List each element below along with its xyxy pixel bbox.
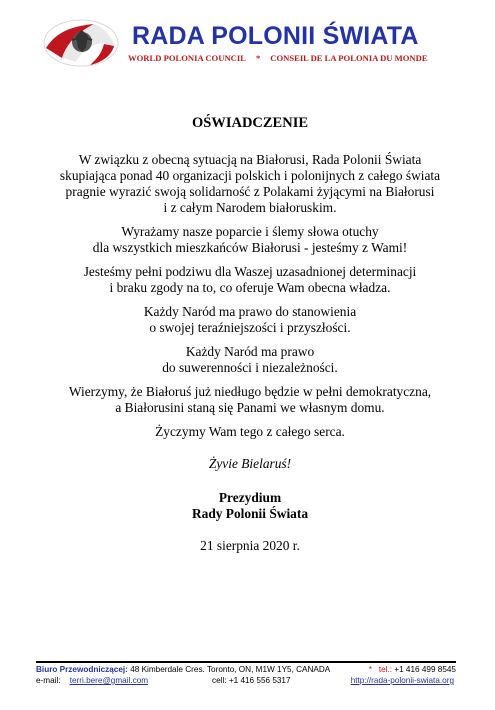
paragraph-line: dla wszystkich mieszkańców Białorusi - jesteśmy z Wami!: [92, 240, 408, 255]
cell-label: cell:: [212, 676, 227, 685]
paragraph-line: i braku zgody na to, co oferuje Wam obecna władza.: [109, 280, 391, 295]
email-label: e-mail:: [36, 676, 61, 685]
polish-eagle-flag-logo-icon: [42, 18, 120, 68]
phone-group: [369, 664, 456, 675]
paragraph-line: i z całym Narodem białoruskim.: [163, 200, 337, 215]
cell-value: +1 416 556 5317: [228, 676, 291, 685]
organization-name: RADA POLONII ŚWIATA: [132, 22, 419, 50]
footer-address-row: [36, 664, 456, 675]
paragraph-line: Życzymy Wam tego z całego serca.: [155, 424, 345, 439]
paragraph: [40, 224, 460, 256]
paragraph: [40, 152, 460, 216]
cell-group: [212, 675, 291, 686]
paragraph: [40, 384, 460, 416]
footer-contact-row: [36, 675, 456, 686]
subtitle-separator: *: [255, 53, 261, 63]
statement-body: [40, 115, 460, 554]
paragraph-line: Każdy Naród ma prawo do stanowienia: [143, 304, 357, 319]
paragraph: [40, 424, 460, 440]
office-address: 48 Kimberdale Cres. Toronto, ON, M1W 1Y5, CANADA: [130, 665, 331, 674]
email-link[interactable]: terri.bere@gmail.com: [69, 676, 149, 685]
paragraph-line: Wierzymy, że Białoruś już niedługo będzie w pełni demokratyczna,: [68, 384, 432, 399]
footer-divider: [36, 661, 456, 663]
signature-block: [40, 490, 460, 522]
paragraph: [40, 344, 460, 376]
document-date: 21 sierpnia 2020 r.: [200, 538, 300, 553]
paragraph: [40, 304, 460, 336]
signature-line: Rady Polonii Świata: [191, 506, 309, 521]
slogan: Żyvie Bielaruś!: [208, 456, 292, 471]
paragraph: [40, 264, 460, 296]
paragraph-line: o swojej teraźniejszości i przyszłości.: [149, 320, 351, 335]
paragraph-line: Wyrażamy nasze poparcie i ślemy słowa otuchy: [121, 224, 379, 239]
subtitle-english: WORLD POLONIA COUNCIL: [128, 53, 246, 63]
paragraph-line: do suwerenności i niezależności.: [162, 360, 338, 375]
office-label: Biuro Przewodniczącej:: [36, 665, 128, 674]
tel-value: +1 416 499 8545: [394, 665, 456, 674]
paragraph-line: Jesteśmy pełni podziwu dla Waszej uzasadnionej determinacji: [83, 264, 417, 279]
signature-line: Prezydium: [218, 490, 282, 505]
paragraph-line: a Białorusini staną się Panami we własnym domu.: [115, 400, 385, 415]
paragraph-line: Każdy Naród ma prawo: [185, 344, 315, 359]
footer-contact: [36, 664, 456, 686]
paragraph-line: pragnie wyrazić swoją solidarność z Polakami żyjącymi na Białorusi: [65, 184, 435, 199]
organization-subtitle: [128, 53, 428, 63]
website-link[interactable]: http://rada-polonii-swiata.org: [350, 676, 454, 685]
paragraph-line: W związku z obecną sytuacją na Białorusi, Rada Polonii Świata: [78, 152, 422, 167]
document-title: OŚWIADCZENIE: [191, 115, 309, 131]
separator-star: *: [368, 665, 372, 674]
paragraph-line: skupiająca ponad 40 organizacji polskich i polonijnych z całego świata: [59, 168, 441, 183]
letterhead: [0, 0, 495, 80]
tel-label: tel.:: [378, 665, 393, 674]
subtitle-french: CONSEIL DE LA POLONIA DU MONDE: [270, 53, 428, 63]
